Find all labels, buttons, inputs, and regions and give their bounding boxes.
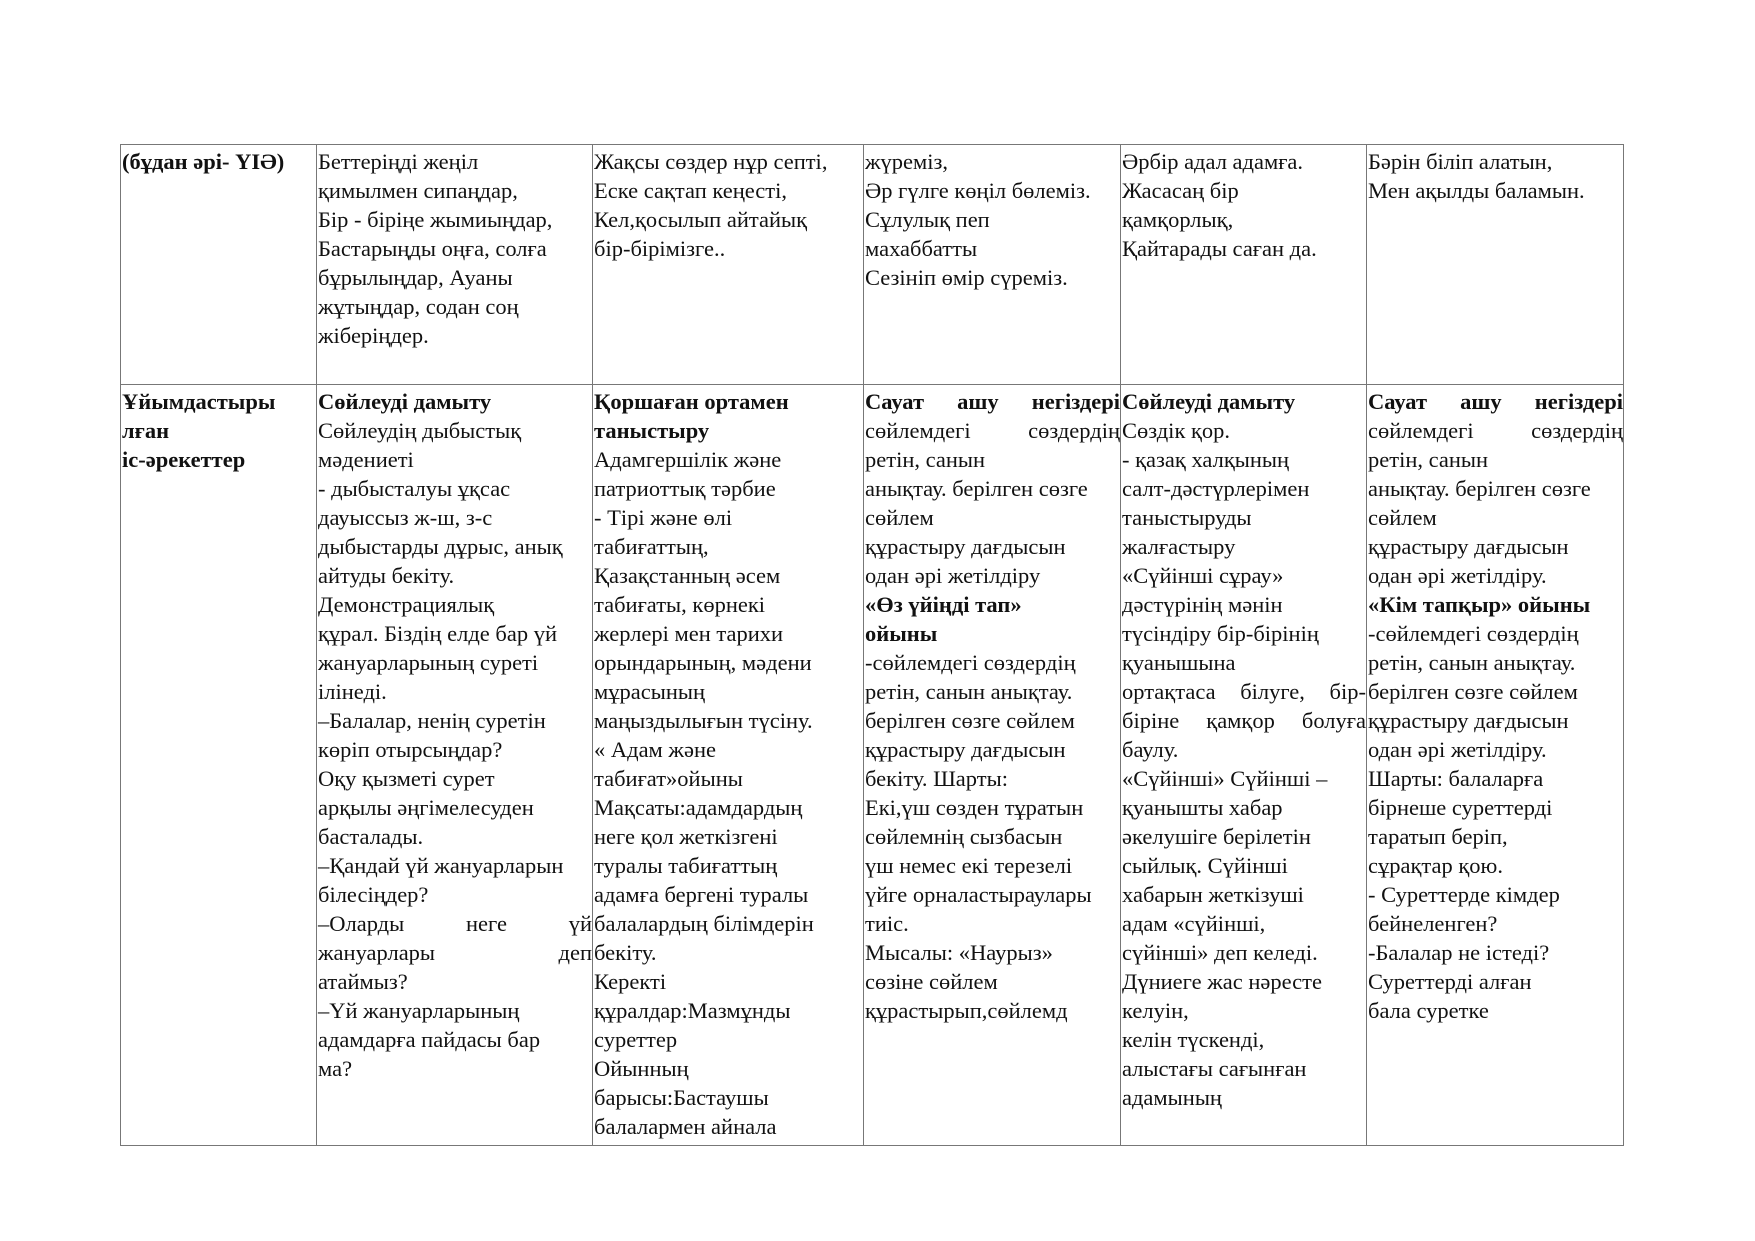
cell-text-line: сөйлем (1368, 505, 1437, 530)
cell-text-line: Бір - біріңе жымиыңдар, (318, 207, 553, 232)
table-row (121, 385, 1624, 1146)
table-cell (1367, 145, 1624, 385)
cell-text-line: бұрылыңдар, Ауаны (318, 265, 513, 290)
cell-text-line: неге қол жеткізгені (594, 824, 778, 849)
cell-text-line: келін түскенді, (1122, 1027, 1265, 1052)
cell-text-line: ортақтаса білуге, бір- (1122, 679, 1366, 704)
table-cell (593, 385, 864, 1146)
cell-text-line: құрастыру дағдысын (865, 534, 1066, 559)
cell-text-line: Мысалы: «Наурыз» (865, 940, 1053, 965)
cell-text-line: қуанышына (1122, 650, 1236, 675)
cell-text-line: Сезініп өмір сүреміз. (865, 265, 1068, 290)
cell-text-line: бала суретке (1368, 998, 1489, 1023)
cell-text-line: Жақсы сөздер нұр септі, (594, 149, 828, 174)
cell-text-line: жануарлары деп (318, 940, 592, 965)
cell-text-line: Әр гүлге көңіл бөлеміз. (865, 178, 1091, 203)
cell-text-line: одан әрі жетілдіру. (1368, 737, 1547, 762)
table-cell (864, 145, 1121, 385)
cell-text-line: білесіңдер? (318, 882, 429, 907)
cell-text-line: құрастыру дағдысын (1368, 708, 1569, 733)
cell-text-line: - дыбысталуы ұқсас (318, 476, 511, 501)
cell-text-line: Мен ақылды баламын. (1368, 178, 1585, 203)
cell-text-line: сөйлем (865, 505, 934, 530)
cell-text-line: адамының (1122, 1085, 1222, 1110)
cell-text-line: бекіту. Шарты: (865, 766, 1008, 791)
cell-text-line: Беттеріңді жеңіл (318, 149, 479, 174)
cell-text-line: дәстүрінің мәнін (1122, 592, 1283, 617)
cell-text-line: дыбыстарды дұрыс, анық (318, 534, 563, 559)
cell-text-line: Оқу қызметі сурет (318, 766, 495, 791)
cell-text-line: құрастыру дағдысын (1368, 534, 1569, 559)
cell-text-line: құралдар:Мазмұнды (594, 998, 791, 1023)
cell-text-line: келуін, (1122, 998, 1189, 1023)
cell-text-line: барысы:Бастаушы (594, 1085, 769, 1110)
cell-text-line: құрал. Біздің елде бар үй (318, 621, 557, 646)
cell-text-line: жерлері мен тарихи (594, 621, 784, 646)
cell-text-line: Жасасаң бір (1122, 178, 1239, 203)
cell-text-line: бейнеленген? (1368, 911, 1498, 936)
cell-text-line: -сөйлемдегі сөздердің (865, 650, 1076, 675)
cell-text-line: орындарының, мәдени (594, 650, 812, 675)
cell-text-line: адамға бергені туралы (594, 882, 809, 907)
cell-text-line: Дүниеге жас нәресте (1122, 969, 1322, 994)
table-cell (593, 145, 864, 385)
cell-text-line: патриоттық тәрбие (594, 476, 776, 501)
cell-text-line: ма? (318, 1056, 353, 1081)
lesson-plan-table (120, 144, 1624, 1146)
cell-text-line: сыйлық. Сүйінші (1122, 853, 1288, 878)
cell-text-line: «Сүйінші» Сүйінші – (1122, 766, 1328, 791)
cell-heading-line: Сауат ашу негіздері (865, 389, 1120, 414)
cell-heading-line: Ұйымдастыры (122, 389, 276, 414)
cell-text-line: –Оларды неге үй (318, 911, 592, 936)
cell-text-line: таныстыруды (1122, 505, 1252, 530)
cell-text-line: -Балалар не істеді? (1368, 940, 1550, 965)
cell-text-line: Бастарыңды оңға, солға (318, 236, 547, 261)
cell-text-line: Қазақстанның әсем (594, 563, 781, 588)
cell-text-line: Екі,үш сөзден тұратын (865, 795, 1084, 820)
cell-text-line: жалғастыру (1122, 534, 1236, 559)
cell-text-line: атаймыз? (318, 969, 408, 994)
cell-text-line: «Сүйінші сұрау» (1122, 563, 1284, 588)
cell-text-line: берілген сөзге сөйлем (1368, 679, 1578, 704)
cell-text-line: мұрасының (594, 679, 706, 704)
cell-text-line: –Үй жануарларының (318, 998, 520, 1023)
cell-text-line: анықтау. берілген сөзге (865, 476, 1088, 501)
cell-text-line: –Балалар, ненің суретін (318, 708, 546, 733)
cell-heading-line: «Өз үйіңді тап» (865, 592, 1022, 617)
cell-text-line: әкелушіге берілетін (1122, 824, 1311, 849)
cell-text-line: адамдарға пайдасы бар (318, 1027, 541, 1052)
table-cell (864, 385, 1121, 1146)
cell-text-line: суреттер (594, 1027, 678, 1052)
cell-text-line: табиғат»ойыны (594, 766, 743, 791)
cell-text-line: анықтау. берілген сөзге (1368, 476, 1591, 501)
table-cell (121, 385, 317, 1146)
cell-text-line: үйге орналастыраулары (865, 882, 1092, 907)
cell-text-line: алыстағы сағынған (1122, 1056, 1307, 1081)
table-cell (1121, 145, 1367, 385)
cell-text-line: құрастырып,сөйлемд (865, 998, 1068, 1023)
cell-text-line: жануарларының суреті (318, 650, 539, 675)
cell-text-line: ілінеді. (318, 679, 387, 704)
cell-text-line: бекіту. (594, 940, 657, 965)
cell-heading-line: іс-әрекеттер (122, 447, 246, 472)
cell-text-line: жіберіңдер. (318, 323, 429, 348)
cell-text-line: қуанышты хабар (1122, 795, 1283, 820)
cell-text-line: сөйлемнің сызбасын (865, 824, 1063, 849)
cell-text-line: бір-бірімізге.. (594, 236, 726, 261)
cell-text-line: жұтыңдар, содан соң (318, 294, 519, 319)
cell-text-line: - Тірі және өлі (594, 505, 733, 530)
table-cell (1121, 385, 1367, 1146)
cell-text-line: маңыздылығын түсіну. (594, 708, 813, 733)
cell-text-line: Кел,қосылып айтайық (594, 207, 808, 232)
cell-text-line: бірнеше суреттерді (1368, 795, 1553, 820)
cell-text-line: балалардың білімдерін (594, 911, 814, 936)
cell-text-line: басталады. (318, 824, 424, 849)
cell-heading-line: Қоршаған ортамен (594, 389, 789, 414)
cell-text-line: баулу. (1122, 737, 1179, 762)
cell-text-line: Әрбір адал адамға. (1122, 149, 1304, 174)
cell-text-line: Ойынның (594, 1056, 689, 1081)
cell-text-line: түсіндіру бір-бірінің (1122, 621, 1319, 646)
cell-text-line: ретін, санын (1368, 447, 1489, 472)
cell-text-line: берілген сөзге сөйлем (865, 708, 1075, 733)
cell-text-line: - қазақ халқының (1122, 447, 1290, 472)
cell-text-line: туралы табиғаттың (594, 853, 778, 878)
cell-text-line: Бәрін біліп алатын, (1368, 149, 1553, 174)
cell-text-line: қамқорлық, (1122, 207, 1234, 232)
cell-text-line: -сөйлемдегі сөздердің (1368, 621, 1579, 646)
table-cell (121, 145, 317, 385)
cell-text-line: Керекті (594, 969, 667, 994)
cell-text-line: одан әрі жетілдіру (865, 563, 1041, 588)
cell-text-line: сөзіне сөйлем (865, 969, 998, 994)
cell-text-line: сұрақтар қою. (1368, 853, 1503, 878)
cell-text-line: махаббатты (865, 236, 978, 261)
cell-text-line: табиғаттың, (594, 534, 709, 559)
cell-heading-line: «Кім тапқыр» ойыны (1368, 592, 1591, 617)
cell-text-line: біріне қамқор болуға (1122, 708, 1366, 733)
cell-heading-line: ойыны (865, 621, 938, 646)
cell-text-line: сөйлемдегі сөздердің (1368, 418, 1623, 443)
cell-heading-line: лған (122, 418, 170, 443)
cell-heading-line: (бұдан әрі- ҮІӘ) (122, 149, 285, 174)
cell-text-line: Сұлулық пеп (865, 207, 990, 232)
cell-text-line: - Суреттерде кімдер (1368, 882, 1560, 907)
cell-text-line: үш немес екі терезелі (865, 853, 1073, 878)
cell-text-line: ретін, санын анықтау. (1368, 650, 1576, 675)
cell-text-line: –Қандай үй жануарларын (318, 853, 564, 878)
cell-text-line: одан әрі жетілдіру. (1368, 563, 1547, 588)
cell-heading-line: Сауат ашу негіздері (1368, 389, 1623, 414)
cell-text-line: хабарын жеткізуші (1122, 882, 1304, 907)
cell-heading-line: таныстыру (594, 418, 710, 443)
cell-text-line: Қайтарады саған да. (1122, 236, 1317, 261)
cell-text-line: Шарты: балаларға (1368, 766, 1544, 791)
cell-text-line: Мақсаты:адамдардың (594, 795, 803, 820)
table-cell (1367, 385, 1624, 1146)
cell-text-line: жүреміз, (865, 149, 949, 174)
cell-text-line: балалармен айнала (594, 1114, 777, 1139)
cell-text-line: тиіс. (865, 911, 909, 936)
table-cell (317, 385, 593, 1146)
cell-text-line: Еске сақтап кеңесті, (594, 178, 787, 203)
cell-text-line: құрастыру дағдысын (865, 737, 1066, 762)
cell-text-line: салт-дәстүрлерімен (1122, 476, 1310, 501)
cell-text-line: Сөйлеудің дыбыстық (318, 418, 522, 443)
cell-text-line: Демонстрациялық (318, 592, 495, 617)
cell-text-line: сөйлемдегі сөздердің (865, 418, 1120, 443)
cell-text-line: Адамгершілік және (594, 447, 782, 472)
cell-text-line: арқылы әңгімелесуден (318, 795, 534, 820)
cell-text-line: « Адам және (594, 737, 716, 762)
cell-text-line: қимылмен сипаңдар, (318, 178, 518, 203)
cell-text-line: дауыссыз ж-ш, з-с (318, 505, 493, 530)
cell-text-line: адам «сүйінші, (1122, 911, 1266, 936)
cell-text-line: табиғаты, көрнекі (594, 592, 766, 617)
cell-heading-line: Сөйлеуді дамыту (318, 389, 492, 414)
cell-text-line: ретін, санын анықтау. (865, 679, 1073, 704)
cell-text-line: мәдениеті (318, 447, 414, 472)
cell-text-line: Сөздік қор. (1122, 418, 1231, 443)
cell-text-line: көріп отырсыңдар? (318, 737, 503, 762)
cell-text-line: айтуды бекіту. (318, 563, 455, 588)
cell-text-line: сүйінші» деп келеді. (1122, 940, 1318, 965)
cell-text-line: таратып беріп, (1368, 824, 1508, 849)
table-cell (317, 145, 593, 385)
table-row (121, 145, 1624, 385)
cell-text-line: ретін, санын (865, 447, 986, 472)
cell-heading-line: Сөйлеуді дамыту (1122, 389, 1296, 414)
cell-text-line: Суреттерді алған (1368, 969, 1532, 994)
